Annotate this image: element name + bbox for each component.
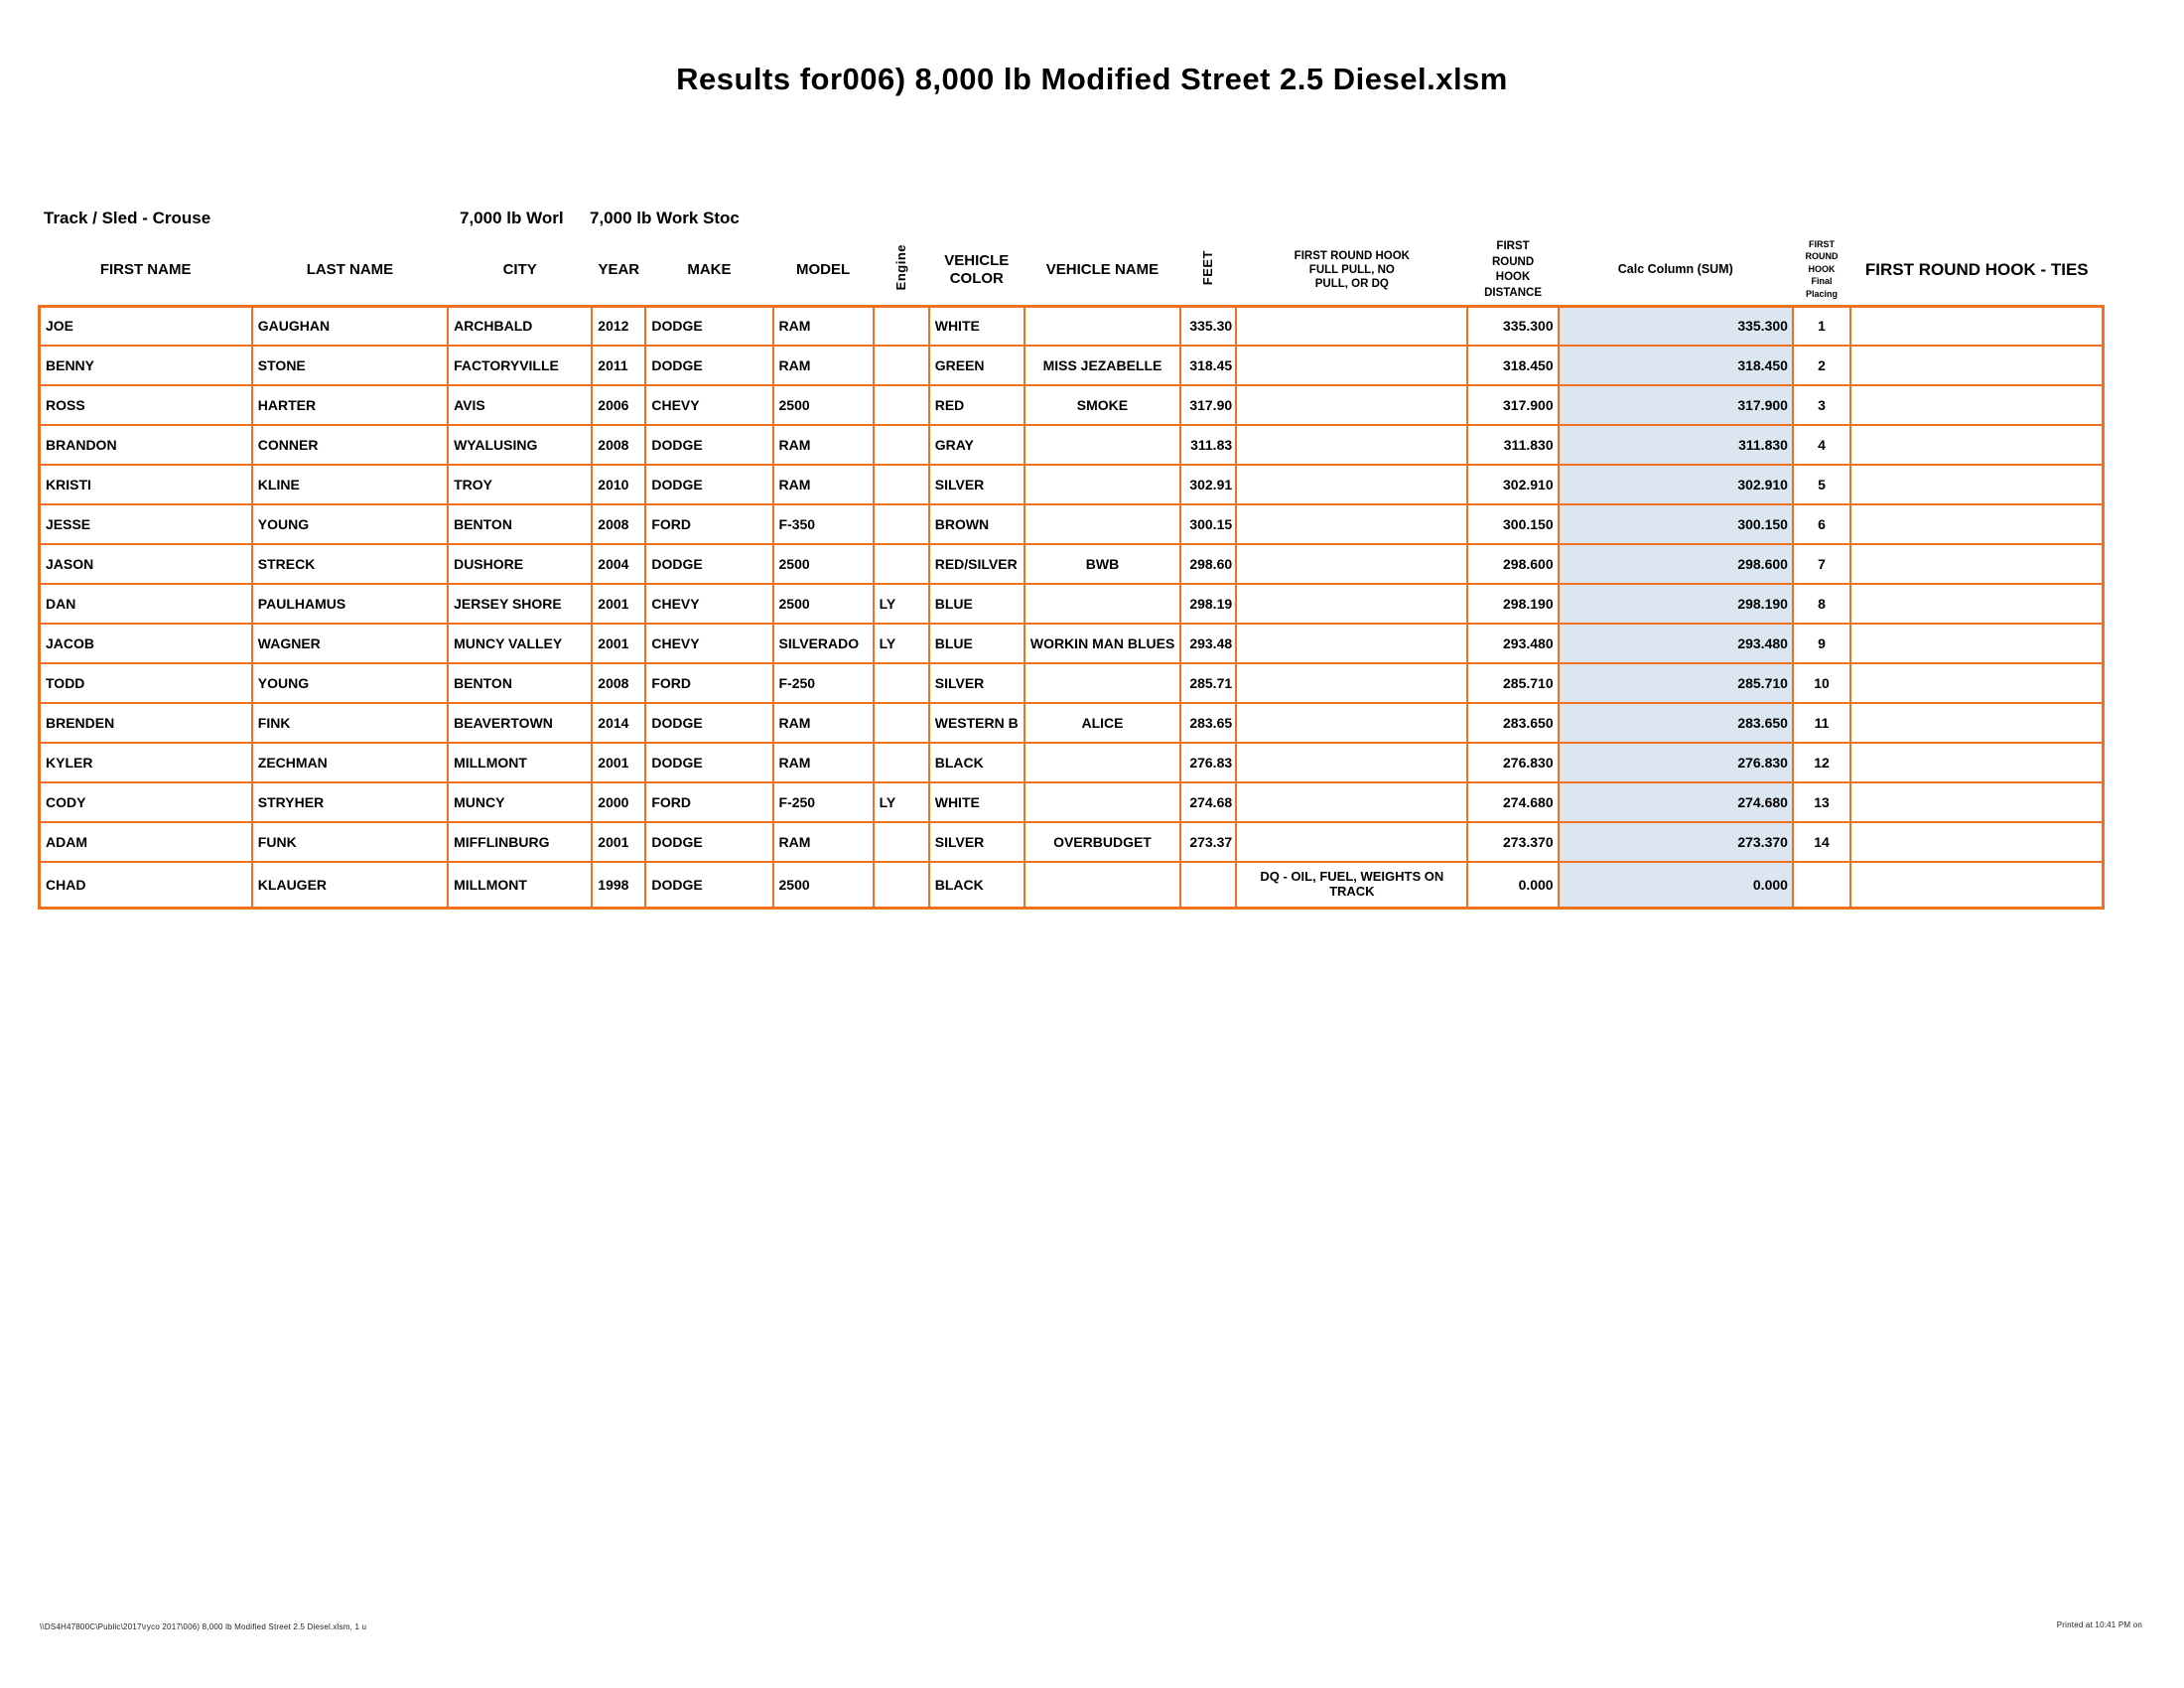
- cell-vehicle-name: [1024, 862, 1180, 908]
- meta-row: [0, 209, 2184, 232]
- cell-engine: [874, 306, 929, 346]
- cell-vehicle-name: [1024, 425, 1180, 465]
- table-row: [40, 703, 2104, 743]
- cell-calc-column: 273.370: [1559, 822, 1793, 862]
- cell-vehicle-color: BLACK: [929, 862, 1024, 908]
- cell-city: BENTON: [448, 504, 592, 544]
- cell-year: 2008: [592, 663, 645, 703]
- cell-calc-column: 318.450: [1559, 346, 1793, 385]
- cell-ties: [1850, 584, 2103, 624]
- cell-calc-column: 335.300: [1559, 306, 1793, 346]
- cell-first-name: BENNY: [40, 346, 252, 385]
- cell-make: DODGE: [645, 306, 772, 346]
- cell-feet: 318.45: [1180, 346, 1236, 385]
- column-header-first-name: FIRST NAME: [40, 236, 252, 306]
- cell-year: 2012: [592, 306, 645, 346]
- cell-make: DODGE: [645, 743, 772, 782]
- cell-first-name: JACOB: [40, 624, 252, 663]
- cell-hook-distance: 317.900: [1467, 385, 1558, 425]
- cell-vehicle-name: [1024, 465, 1180, 504]
- cell-model: RAM: [773, 465, 874, 504]
- cell-full-pull: [1236, 703, 1467, 743]
- column-header-calc-column: Calc Column (SUM): [1559, 236, 1793, 306]
- cell-last-name: WAGNER: [252, 624, 448, 663]
- cell-calc-column: 293.480: [1559, 624, 1793, 663]
- cell-hook-distance: 285.710: [1467, 663, 1558, 703]
- cell-last-name: YOUNG: [252, 663, 448, 703]
- cell-vehicle-name: ALICE: [1024, 703, 1180, 743]
- cell-vehicle-name: [1024, 584, 1180, 624]
- cell-city: BEAVERTOWN: [448, 703, 592, 743]
- cell-vehicle-name: [1024, 504, 1180, 544]
- cell-full-pull: [1236, 306, 1467, 346]
- cell-make: CHEVY: [645, 584, 772, 624]
- table-row: [40, 504, 2104, 544]
- cell-year: 2001: [592, 624, 645, 663]
- cell-final-placing: 12: [1793, 743, 1850, 782]
- cell-vehicle-name: [1024, 663, 1180, 703]
- cell-last-name: ZECHMAN: [252, 743, 448, 782]
- table-row: [40, 465, 2104, 504]
- cell-feet: 335.30: [1180, 306, 1236, 346]
- cell-hook-distance: 300.150: [1467, 504, 1558, 544]
- cell-full-pull: [1236, 346, 1467, 385]
- table-row: [40, 346, 2104, 385]
- cell-model: F-250: [773, 782, 874, 822]
- cell-hook-distance: 335.300: [1467, 306, 1558, 346]
- cell-vehicle-color: BLUE: [929, 624, 1024, 663]
- cell-city: MILLMONT: [448, 862, 592, 908]
- cell-model: SILVERADO: [773, 624, 874, 663]
- table-header: [40, 236, 2104, 306]
- cell-full-pull: [1236, 385, 1467, 425]
- cell-model: RAM: [773, 425, 874, 465]
- cell-engine: [874, 346, 929, 385]
- cell-make: CHEVY: [645, 385, 772, 425]
- cell-last-name: YOUNG: [252, 504, 448, 544]
- cell-vehicle-color: WHITE: [929, 782, 1024, 822]
- cell-ties: [1850, 544, 2103, 584]
- table-row: [40, 544, 2104, 584]
- cell-make: FORD: [645, 782, 772, 822]
- cell-hook-distance: 273.370: [1467, 822, 1558, 862]
- cell-calc-column: 274.680: [1559, 782, 1793, 822]
- table-row: [40, 624, 2104, 663]
- cell-final-placing: 6: [1793, 504, 1850, 544]
- cell-full-pull: [1236, 504, 1467, 544]
- cell-last-name: FUNK: [252, 822, 448, 862]
- cell-vehicle-color: SILVER: [929, 663, 1024, 703]
- results-table: [38, 236, 2105, 910]
- cell-ties: [1850, 425, 2103, 465]
- cell-ties: [1850, 504, 2103, 544]
- cell-hook-distance: 0.000: [1467, 862, 1558, 908]
- cell-year: 2001: [592, 822, 645, 862]
- cell-city: MILLMONT: [448, 743, 592, 782]
- track-sled-label: Track / Sled - Crouse: [44, 209, 211, 227]
- table-row: [40, 306, 2104, 346]
- cell-full-pull: [1236, 425, 1467, 465]
- cell-vehicle-color: BLACK: [929, 743, 1024, 782]
- cell-full-pull: DQ - OIL, FUEL, WEIGHTS ON TRACK: [1236, 862, 1467, 908]
- cell-city: DUSHORE: [448, 544, 592, 584]
- cell-first-name: BRANDON: [40, 425, 252, 465]
- cell-year: 2000: [592, 782, 645, 822]
- cell-city: ARCHBALD: [448, 306, 592, 346]
- cell-city: FACTORYVILLE: [448, 346, 592, 385]
- column-header-hook-distance: FIRST ROUND HOOK DISTANCE: [1467, 236, 1558, 306]
- cell-feet: [1180, 862, 1236, 908]
- cell-final-placing: 1: [1793, 306, 1850, 346]
- cell-feet: 285.71: [1180, 663, 1236, 703]
- cell-ties: [1850, 862, 2103, 908]
- cell-first-name: DAN: [40, 584, 252, 624]
- results-table-container: [38, 236, 2105, 910]
- cell-feet: 274.68: [1180, 782, 1236, 822]
- weight-class-label-2: 7,000 lb Work Stoc: [590, 209, 740, 227]
- column-header-vehicle-color: VEHICLE COLOR: [929, 236, 1024, 306]
- cell-engine: [874, 822, 929, 862]
- cell-final-placing: 3: [1793, 385, 1850, 425]
- cell-calc-column: 300.150: [1559, 504, 1793, 544]
- cell-vehicle-name: BWB: [1024, 544, 1180, 584]
- cell-last-name: CONNER: [252, 425, 448, 465]
- cell-city: MUNCY VALLEY: [448, 624, 592, 663]
- results-table-body: [40, 306, 2104, 908]
- cell-engine: [874, 504, 929, 544]
- footer-file-path: \\DS4H47800C\Public\2017\ryco 2017\006) 8,000 lb Modified Street 2.5 Diesel.xlsm, 1 u: [40, 1622, 367, 1631]
- cell-full-pull: [1236, 822, 1467, 862]
- cell-model: RAM: [773, 703, 874, 743]
- cell-hook-distance: 298.600: [1467, 544, 1558, 584]
- cell-vehicle-name: [1024, 743, 1180, 782]
- cell-final-placing: 10: [1793, 663, 1850, 703]
- cell-full-pull: [1236, 584, 1467, 624]
- cell-ties: [1850, 822, 2103, 862]
- cell-make: DODGE: [645, 703, 772, 743]
- cell-first-name: BRENDEN: [40, 703, 252, 743]
- cell-engine: [874, 465, 929, 504]
- cell-last-name: KLINE: [252, 465, 448, 504]
- cell-full-pull: [1236, 544, 1467, 584]
- cell-last-name: PAULHAMUS: [252, 584, 448, 624]
- cell-full-pull: [1236, 624, 1467, 663]
- cell-ties: [1850, 385, 2103, 425]
- cell-vehicle-color: WHITE: [929, 306, 1024, 346]
- cell-vehicle-color: SILVER: [929, 822, 1024, 862]
- page-title: Results for006) 8,000 lb Modified Street 2.5 Diesel.xlsm: [676, 62, 1508, 96]
- cell-model: 2500: [773, 385, 874, 425]
- cell-city: JERSEY SHORE: [448, 584, 592, 624]
- cell-first-name: JOE: [40, 306, 252, 346]
- cell-make: FORD: [645, 504, 772, 544]
- column-header-vehicle-name: VEHICLE NAME: [1024, 236, 1180, 306]
- cell-vehicle-color: SILVER: [929, 465, 1024, 504]
- cell-year: 1998: [592, 862, 645, 908]
- cell-ties: [1850, 782, 2103, 822]
- cell-last-name: HARTER: [252, 385, 448, 425]
- cell-model: F-350: [773, 504, 874, 544]
- cell-ties: [1850, 624, 2103, 663]
- cell-engine: [874, 862, 929, 908]
- footer-printed-at: Printed at 10:41 PM on: [2056, 1620, 2142, 1629]
- cell-last-name: GAUGHAN: [252, 306, 448, 346]
- cell-final-placing: 8: [1793, 584, 1850, 624]
- cell-vehicle-color: BROWN: [929, 504, 1024, 544]
- table-row: [40, 584, 2104, 624]
- cell-vehicle-color: BLUE: [929, 584, 1024, 624]
- cell-feet: 283.65: [1180, 703, 1236, 743]
- cell-make: CHEVY: [645, 624, 772, 663]
- cell-make: DODGE: [645, 346, 772, 385]
- column-header-final-placing: FIRST ROUND HOOK Final Placing: [1793, 236, 1850, 306]
- cell-year: 2011: [592, 346, 645, 385]
- cell-year: 2010: [592, 465, 645, 504]
- cell-model: 2500: [773, 544, 874, 584]
- cell-engine: [874, 663, 929, 703]
- cell-final-placing: 9: [1793, 624, 1850, 663]
- cell-final-placing: 7: [1793, 544, 1850, 584]
- cell-city: BENTON: [448, 663, 592, 703]
- cell-city: AVIS: [448, 385, 592, 425]
- cell-vehicle-name: SMOKE: [1024, 385, 1180, 425]
- cell-feet: 273.37: [1180, 822, 1236, 862]
- cell-hook-distance: 276.830: [1467, 743, 1558, 782]
- cell-ties: [1850, 703, 2103, 743]
- cell-vehicle-color: RED: [929, 385, 1024, 425]
- cell-engine: LY: [874, 624, 929, 663]
- table-row: [40, 385, 2104, 425]
- cell-first-name: KRISTI: [40, 465, 252, 504]
- cell-make: DODGE: [645, 425, 772, 465]
- cell-first-name: JASON: [40, 544, 252, 584]
- cell-calc-column: 298.190: [1559, 584, 1793, 624]
- cell-feet: 298.60: [1180, 544, 1236, 584]
- cell-final-placing: 2: [1793, 346, 1850, 385]
- cell-vehicle-name: WORKIN MAN BLUES: [1024, 624, 1180, 663]
- cell-first-name: JESSE: [40, 504, 252, 544]
- column-header-ties: FIRST ROUND HOOK - TIES: [1850, 236, 2103, 306]
- column-header-engine: Engine: [874, 236, 929, 306]
- cell-year: 2004: [592, 544, 645, 584]
- cell-feet: 293.48: [1180, 624, 1236, 663]
- cell-hook-distance: 274.680: [1467, 782, 1558, 822]
- cell-make: DODGE: [645, 862, 772, 908]
- cell-vehicle-name: [1024, 306, 1180, 346]
- cell-city: MUNCY: [448, 782, 592, 822]
- cell-ties: [1850, 663, 2103, 703]
- cell-feet: 298.19: [1180, 584, 1236, 624]
- cell-vehicle-name: MISS JEZABELLE: [1024, 346, 1180, 385]
- table-row: [40, 663, 2104, 703]
- cell-engine: [874, 544, 929, 584]
- cell-calc-column: 276.830: [1559, 743, 1793, 782]
- cell-feet: 302.91: [1180, 465, 1236, 504]
- cell-ties: [1850, 306, 2103, 346]
- cell-engine: [874, 703, 929, 743]
- cell-final-placing: 4: [1793, 425, 1850, 465]
- column-header-year: YEAR: [592, 236, 645, 306]
- cell-final-placing: 11: [1793, 703, 1850, 743]
- cell-feet: 276.83: [1180, 743, 1236, 782]
- cell-final-placing: 13: [1793, 782, 1850, 822]
- cell-model: RAM: [773, 822, 874, 862]
- cell-first-name: KYLER: [40, 743, 252, 782]
- cell-year: 2014: [592, 703, 645, 743]
- cell-year: 2001: [592, 743, 645, 782]
- column-header-last-name: LAST NAME: [252, 236, 448, 306]
- cell-first-name: TODD: [40, 663, 252, 703]
- cell-model: 2500: [773, 862, 874, 908]
- column-header-city: CITY: [448, 236, 592, 306]
- table-row: [40, 822, 2104, 862]
- cell-final-placing: [1793, 862, 1850, 908]
- weight-class-label-1: 7,000 lb Worl: [460, 209, 564, 227]
- cell-model: 2500: [773, 584, 874, 624]
- cell-model: RAM: [773, 346, 874, 385]
- cell-city: WYALUSING: [448, 425, 592, 465]
- cell-hook-distance: 311.830: [1467, 425, 1558, 465]
- cell-full-pull: [1236, 465, 1467, 504]
- cell-last-name: STONE: [252, 346, 448, 385]
- cell-last-name: STRECK: [252, 544, 448, 584]
- cell-city: TROY: [448, 465, 592, 504]
- cell-full-pull: [1236, 663, 1467, 703]
- cell-city: MIFFLINBURG: [448, 822, 592, 862]
- cell-vehicle-name: [1024, 782, 1180, 822]
- cell-first-name: ROSS: [40, 385, 252, 425]
- cell-year: 2008: [592, 504, 645, 544]
- cell-ties: [1850, 346, 2103, 385]
- cell-hook-distance: 318.450: [1467, 346, 1558, 385]
- cell-engine: [874, 425, 929, 465]
- table-row: [40, 862, 2104, 908]
- cell-feet: 317.90: [1180, 385, 1236, 425]
- cell-full-pull: [1236, 743, 1467, 782]
- table-row: [40, 782, 2104, 822]
- cell-calc-column: 0.000: [1559, 862, 1793, 908]
- cell-first-name: ADAM: [40, 822, 252, 862]
- cell-feet: 300.15: [1180, 504, 1236, 544]
- table-row: [40, 743, 2104, 782]
- cell-ties: [1850, 743, 2103, 782]
- cell-make: FORD: [645, 663, 772, 703]
- cell-model: RAM: [773, 306, 874, 346]
- cell-last-name: STRYHER: [252, 782, 448, 822]
- column-header-model: MODEL: [773, 236, 874, 306]
- cell-make: DODGE: [645, 544, 772, 584]
- cell-hook-distance: 298.190: [1467, 584, 1558, 624]
- cell-engine: [874, 743, 929, 782]
- cell-calc-column: 285.710: [1559, 663, 1793, 703]
- cell-hook-distance: 283.650: [1467, 703, 1558, 743]
- cell-year: 2006: [592, 385, 645, 425]
- cell-year: 2001: [592, 584, 645, 624]
- cell-vehicle-color: GRAY: [929, 425, 1024, 465]
- cell-calc-column: 317.900: [1559, 385, 1793, 425]
- column-header-feet: FEET: [1180, 236, 1236, 306]
- cell-engine: LY: [874, 782, 929, 822]
- cell-first-name: CODY: [40, 782, 252, 822]
- cell-year: 2008: [592, 425, 645, 465]
- cell-last-name: FINK: [252, 703, 448, 743]
- cell-model: RAM: [773, 743, 874, 782]
- cell-calc-column: 298.600: [1559, 544, 1793, 584]
- cell-calc-column: 283.650: [1559, 703, 1793, 743]
- cell-vehicle-color: RED/SILVER: [929, 544, 1024, 584]
- cell-make: DODGE: [645, 822, 772, 862]
- column-header-make: MAKE: [645, 236, 772, 306]
- table-row: [40, 425, 2104, 465]
- cell-vehicle-color: WESTERN B: [929, 703, 1024, 743]
- cell-engine: [874, 385, 929, 425]
- cell-full-pull: [1236, 782, 1467, 822]
- cell-hook-distance: 293.480: [1467, 624, 1558, 663]
- cell-final-placing: 14: [1793, 822, 1850, 862]
- cell-ties: [1850, 465, 2103, 504]
- cell-model: F-250: [773, 663, 874, 703]
- cell-feet: 311.83: [1180, 425, 1236, 465]
- cell-last-name: KLAUGER: [252, 862, 448, 908]
- cell-first-name: CHAD: [40, 862, 252, 908]
- column-header-full-pull: FIRST ROUND HOOK FULL PULL, NO PULL, OR DQ: [1236, 236, 1467, 306]
- cell-vehicle-color: GREEN: [929, 346, 1024, 385]
- cell-make: DODGE: [645, 465, 772, 504]
- cell-final-placing: 5: [1793, 465, 1850, 504]
- cell-hook-distance: 302.910: [1467, 465, 1558, 504]
- cell-calc-column: 311.830: [1559, 425, 1793, 465]
- cell-calc-column: 302.910: [1559, 465, 1793, 504]
- cell-engine: LY: [874, 584, 929, 624]
- cell-vehicle-name: OVERBUDGET: [1024, 822, 1180, 862]
